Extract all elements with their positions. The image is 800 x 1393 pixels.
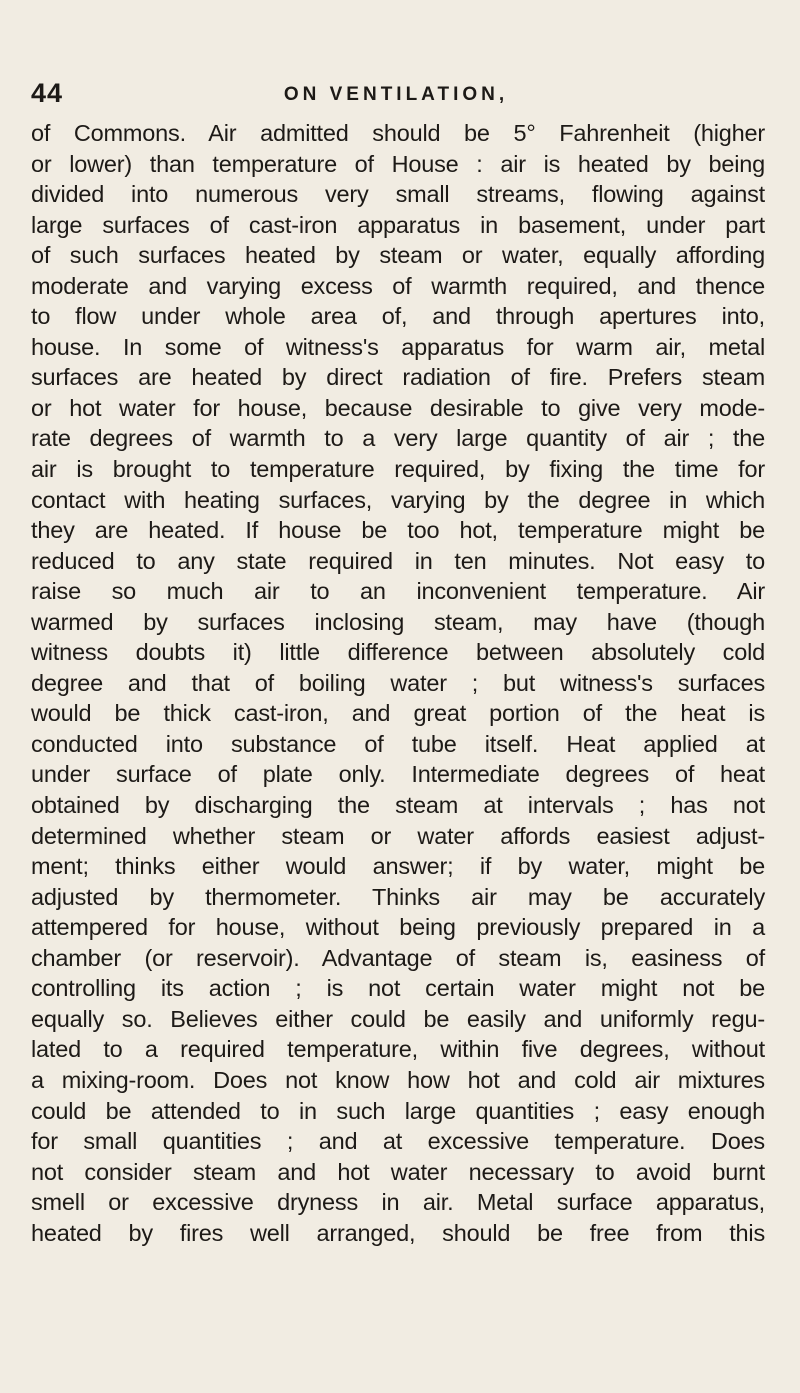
text-line: they are heated. If house be too hot, temperature might be (31, 517, 765, 544)
text-line: controlling its action ; is not certain water might not be (31, 975, 765, 1002)
text-line: equally so. Believes either could be easily and uniformly regu- (31, 1005, 765, 1032)
text-line: contact with heating surfaces, varying by the degree in which (31, 486, 765, 513)
text-line: a mixing-room. Does not know how hot and cold air mixtures (31, 1066, 765, 1093)
text-line: witness doubts it) little difference between absolutely cold (31, 639, 765, 666)
text-line: of such surfaces heated by steam or water, equally affording (31, 242, 765, 269)
page-header (31, 78, 761, 112)
text-line: to flow under whole area of, and through apertures into, (31, 303, 765, 330)
text-line: air is brought to temperature required, by fixing the time for (31, 456, 765, 483)
text-line: determined whether steam or water affords easiest adjust- (31, 822, 765, 849)
text-line: chamber (or reservoir). Advantage of steam is, easiness of (31, 944, 765, 971)
text-line: would be thick cast-iron, and great portion of the heat is (31, 700, 765, 727)
text-line: for small quantities ; and at excessive temperature. Does (31, 1128, 765, 1155)
text-line: not consider steam and hot water necessary to avoid burnt (31, 1158, 765, 1185)
text-line: or hot water for house, because desirable to give very mode- (31, 394, 765, 421)
text-line: surfaces are heated by direct radiation of fire. Prefers steam (31, 364, 765, 391)
text-line: raise so much air to an inconvenient temperature. Air (31, 578, 765, 605)
text-line: rate degrees of warmth to a very large quantity of air ; the (31, 425, 765, 452)
text-line: lated to a required temperature, within five degrees, without (31, 1036, 765, 1063)
text-line: large surfaces of cast-iron apparatus in basement, under part (31, 211, 765, 238)
text-line: degree and that of boiling water ; but witness's surfaces (31, 669, 765, 696)
text-line: house. In some of witness's apparatus for warm air, metal (31, 333, 765, 360)
text-line: attempered for house, without being previously prepared in a (31, 914, 765, 941)
text-line: reduced to any state required in ten minutes. Not easy to (31, 547, 765, 574)
running-head: ON VENTILATION, (283, 84, 509, 105)
text-line: ment; thinks either would answer; if by water, might be (31, 853, 765, 880)
text-line: heated by fires well arranged, should be free from this (31, 1219, 765, 1246)
text-line: obtained by discharging the steam at intervals ; has not (31, 792, 765, 819)
text-line: adjusted by thermometer. Thinks air may be accurately (31, 883, 765, 910)
text-line: conducted into substance of tube itself. Heat applied at (31, 730, 765, 757)
text-line: under surface of plate only. Intermediate degrees of heat (31, 761, 765, 788)
text-line: divided into numerous very small streams, flowing against (31, 181, 765, 208)
text-line: moderate and varying excess of warmth required, and thence (31, 272, 765, 299)
text-line: or lower) than temperature of House : air is heated by being (31, 150, 765, 177)
text-line: of Commons. Air admitted should be 5° Fahrenheit (higher (31, 120, 765, 146)
page-number: 44 (31, 78, 64, 108)
text-line: smell or excessive dryness in air. Metal surface apparatus, (31, 1189, 765, 1216)
text-line: could be attended to in such large quantities ; easy enough (31, 1097, 765, 1124)
body-text (31, 118, 765, 1248)
text-line: warmed by surfaces inclosing steam, may have (though (31, 608, 765, 635)
